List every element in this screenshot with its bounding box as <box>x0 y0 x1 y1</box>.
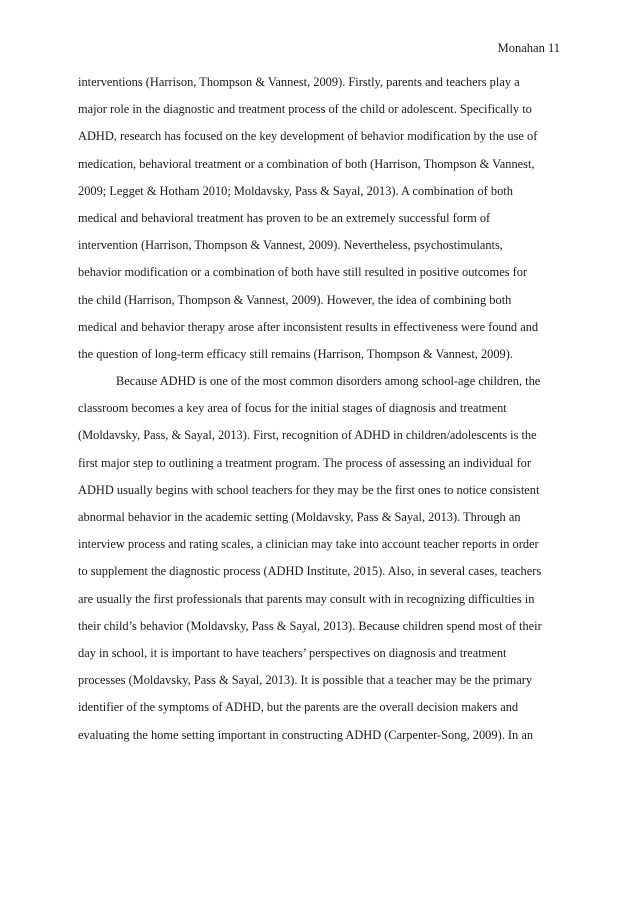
text-line: 2009; Legget & Hotham 2010; Moldavsky, Pass & Sayal, 2013). A combination of both <box>78 183 513 198</box>
text-line: interview process and rating scales, a clinician may take into account teacher reports in order <box>78 537 539 552</box>
text-line: medical and behavioral treatment has proven to be an extremely successful form of <box>78 210 491 225</box>
text-line: are usually the first professionals that parents may consult with in recognizing difficulties in <box>78 591 535 606</box>
paragraph-first-line: Because ADHD is one of the most common disorders among school-age children, the <box>116 374 541 389</box>
text-line: identifier of the symptoms of ADHD, but the parents are the overall decision makers and <box>78 700 519 715</box>
text-line: classroom becomes a key area of focus for the initial stages of diagnosis and treatment <box>78 401 507 416</box>
running-head: Monahan 11 <box>497 41 560 55</box>
text-line: intervention (Harrison, Thompson & Vannest, 2009). Nevertheless, psychostimulants, <box>78 238 503 253</box>
text-line: day in school, it is important to have teachers’ perspectives on diagnosis and treatment <box>78 645 507 660</box>
text-line: medication, behavioral treatment or a combination of both (Harrison, Thompson & Vannest, <box>78 156 535 171</box>
text-line: the child (Harrison, Thompson & Vannest, 2009). However, the idea of combining both <box>78 292 512 307</box>
text-line: interventions (Harrison, Thompson & Vannest, 2009). Firstly, parents and teachers play a <box>78 75 520 89</box>
text-line: first major step to outlining a treatment program. The process of assessing an individual for <box>78 455 531 470</box>
text-line: ADHD, research has focused on the key development of behavior modification by the use of <box>78 129 538 144</box>
text-line: medical and behavior therapy arose after inconsistent results in effectiveness were found and <box>78 319 539 334</box>
body-text <box>78 74 578 754</box>
text-line: (Moldavsky, Pass, & Sayal, 2013). First, recognition of ADHD in children/adolescents is the <box>78 428 537 443</box>
text-line: evaluating the home setting important in constructing ADHD (Carpenter-Song, 2009). In an <box>78 727 534 742</box>
text-line: processes (Moldavsky, Pass & Sayal, 2013). It is possible that a teacher may be the primary <box>78 673 533 688</box>
text-line: major role in the diagnostic and treatment process of the child or adolescent. Specifically to <box>78 102 532 117</box>
text-line: the question of long-term efficacy still remains (Harrison, Thompson & Vannest, 2009). <box>78 346 513 361</box>
text-line: ADHD usually begins with school teachers for they may be the first ones to notice consistent <box>78 482 540 497</box>
text-line: to supplement the diagnostic process (ADHD Institute, 2015). Also, in several cases, teachers <box>78 564 542 579</box>
text-line: abnormal behavior in the academic setting (Moldavsky, Pass & Sayal, 2013). Through an <box>78 510 521 524</box>
text-line: behavior modification or a combination of both have still resulted in positive outcomes for <box>78 265 528 280</box>
text-line: their child’s behavior (Moldavsky, Pass & Sayal, 2013). Because children spend most of their <box>78 618 542 633</box>
